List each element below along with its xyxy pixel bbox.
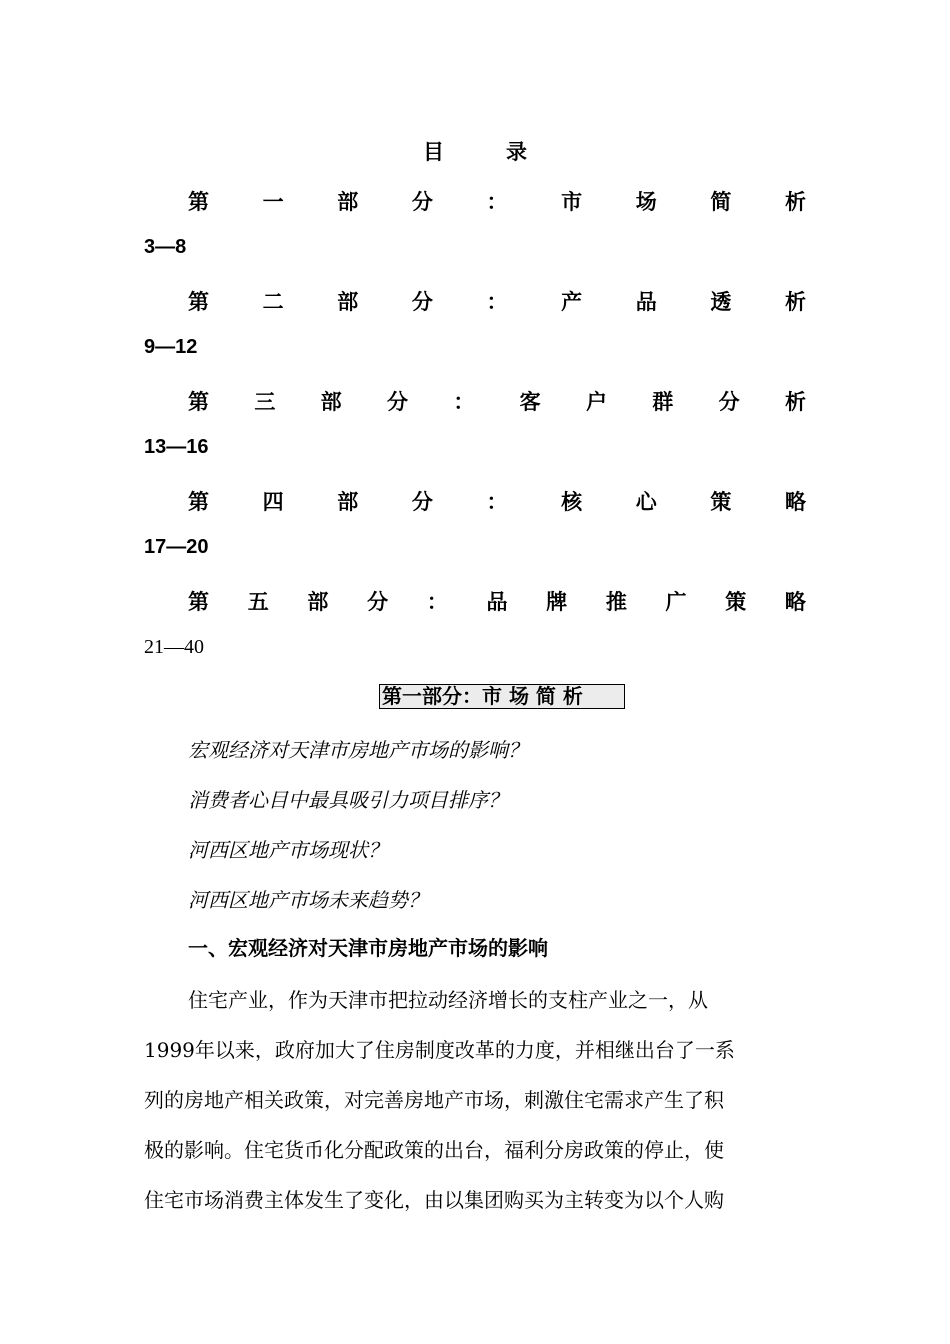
toc-entry-char: 四 <box>262 490 284 514</box>
toc-entry-char: 第 <box>188 190 209 214</box>
toc-entry-char: 五 <box>247 590 269 614</box>
toc-entry-char: 略 <box>785 490 806 514</box>
question-3: 河西区地产市场现状？ <box>188 838 388 862</box>
toc-entry-char: 策 <box>725 590 747 614</box>
paragraph-line: 住宅市场消费主体发生了变化，由以集团购买为主转变为以个人购 <box>144 1188 724 1212</box>
toc-entry-label <box>188 486 806 516</box>
toc-entry-char: 二 <box>262 290 284 314</box>
toc-entry-char: ： <box>486 490 508 514</box>
question-4: 河西区地产市场未来趋势？ <box>188 888 428 912</box>
toc-entry-pages: 17—20 <box>144 536 209 558</box>
question-1: 宏观经济对天津市房地产市场的影响？ <box>188 738 528 762</box>
toc-entry-char: 策 <box>710 490 732 514</box>
toc-entry-char: 部 <box>337 190 359 214</box>
paragraph-line: 列的房地产相关政策，对完善房地产市场，刺激住宅需求产生了积 <box>144 1088 724 1112</box>
toc-entry-pages: 9—12 <box>144 336 198 358</box>
toc-entry-char: 部 <box>307 590 329 614</box>
toc-entry-pages: 21—40 <box>144 636 204 658</box>
toc-entry-char: 品 <box>635 290 657 314</box>
toc-entry-char: 分 <box>386 390 408 414</box>
toc-entry-char: 核 <box>561 490 583 514</box>
paragraph-line: 1999年以来，政府加大了住房制度改革的力度，并相继出台了一系 <box>144 1038 735 1062</box>
toc-entry-char: 户 <box>585 390 607 414</box>
toc-entry-char: 客 <box>519 390 541 414</box>
toc-entry-char: 第 <box>188 490 209 514</box>
toc-entry-char: 心 <box>635 490 657 514</box>
toc-entry-char: 部 <box>337 290 359 314</box>
toc-entry-char: 三 <box>254 390 276 414</box>
toc-entry-char: 第 <box>188 290 209 314</box>
toc-entry-char: 透 <box>710 290 732 314</box>
toc-entry-char: 略 <box>784 590 806 614</box>
toc-entry-char: 分 <box>411 290 433 314</box>
toc-entry-char: 一 <box>262 190 284 214</box>
toc-entry-char: 市 <box>561 190 583 214</box>
toc-entry-label <box>188 186 806 216</box>
toc-entry-pages: 3—8 <box>144 236 187 258</box>
toc-entry-char: 推 <box>605 590 627 614</box>
toc-entry-label <box>188 386 806 416</box>
subheading: 一、宏观经济对天津市房地产市场的影响 <box>188 936 548 960</box>
toc-entry-char: 分 <box>411 490 433 514</box>
paragraph-line: 住宅产业，作为天津市把拉动经济增长的支柱产业之一，从 <box>188 988 708 1012</box>
toc-entry-char: 群 <box>652 390 674 414</box>
toc-entry-char: 广 <box>665 590 687 614</box>
toc-entry-char: 分 <box>411 190 433 214</box>
section-heading: 第一部分：市 场 简 析 <box>379 684 625 709</box>
toc-entry-char: 简 <box>710 190 732 214</box>
toc-entry-char: 第 <box>188 590 209 614</box>
toc-entry-label <box>188 586 806 616</box>
question-2: 消费者心目中最具吸引力项目排序？ <box>188 788 508 812</box>
toc-entry-pages: 13—16 <box>144 436 209 458</box>
toc-entry-label <box>188 286 806 316</box>
toc-entry-char: 分 <box>718 390 740 414</box>
toc-entry-char: ： <box>486 290 508 314</box>
toc-entry-char: 牌 <box>546 590 568 614</box>
toc-entry-char: 场 <box>635 190 657 214</box>
toc-title: 目录 <box>423 140 589 164</box>
toc-entry-char: ： <box>486 190 508 214</box>
toc-entry-char: 产 <box>561 290 583 314</box>
toc-entry-char: 第 <box>188 390 209 414</box>
toc-entry-char: 部 <box>320 390 342 414</box>
toc-entry-char: 品 <box>486 590 508 614</box>
toc-entry-char: ： <box>453 390 475 414</box>
paragraph-line: 极的影响。住宅货币化分配政策的出台，福利分房政策的停止，使 <box>144 1138 724 1162</box>
toc-entry-char: 部 <box>337 490 359 514</box>
toc-entry-char: 析 <box>784 390 806 414</box>
toc-entry-char: ： <box>426 590 448 614</box>
toc-entry-char: 析 <box>785 190 806 214</box>
toc-entry-char: 析 <box>785 290 806 314</box>
toc-entry-char: 分 <box>367 590 389 614</box>
